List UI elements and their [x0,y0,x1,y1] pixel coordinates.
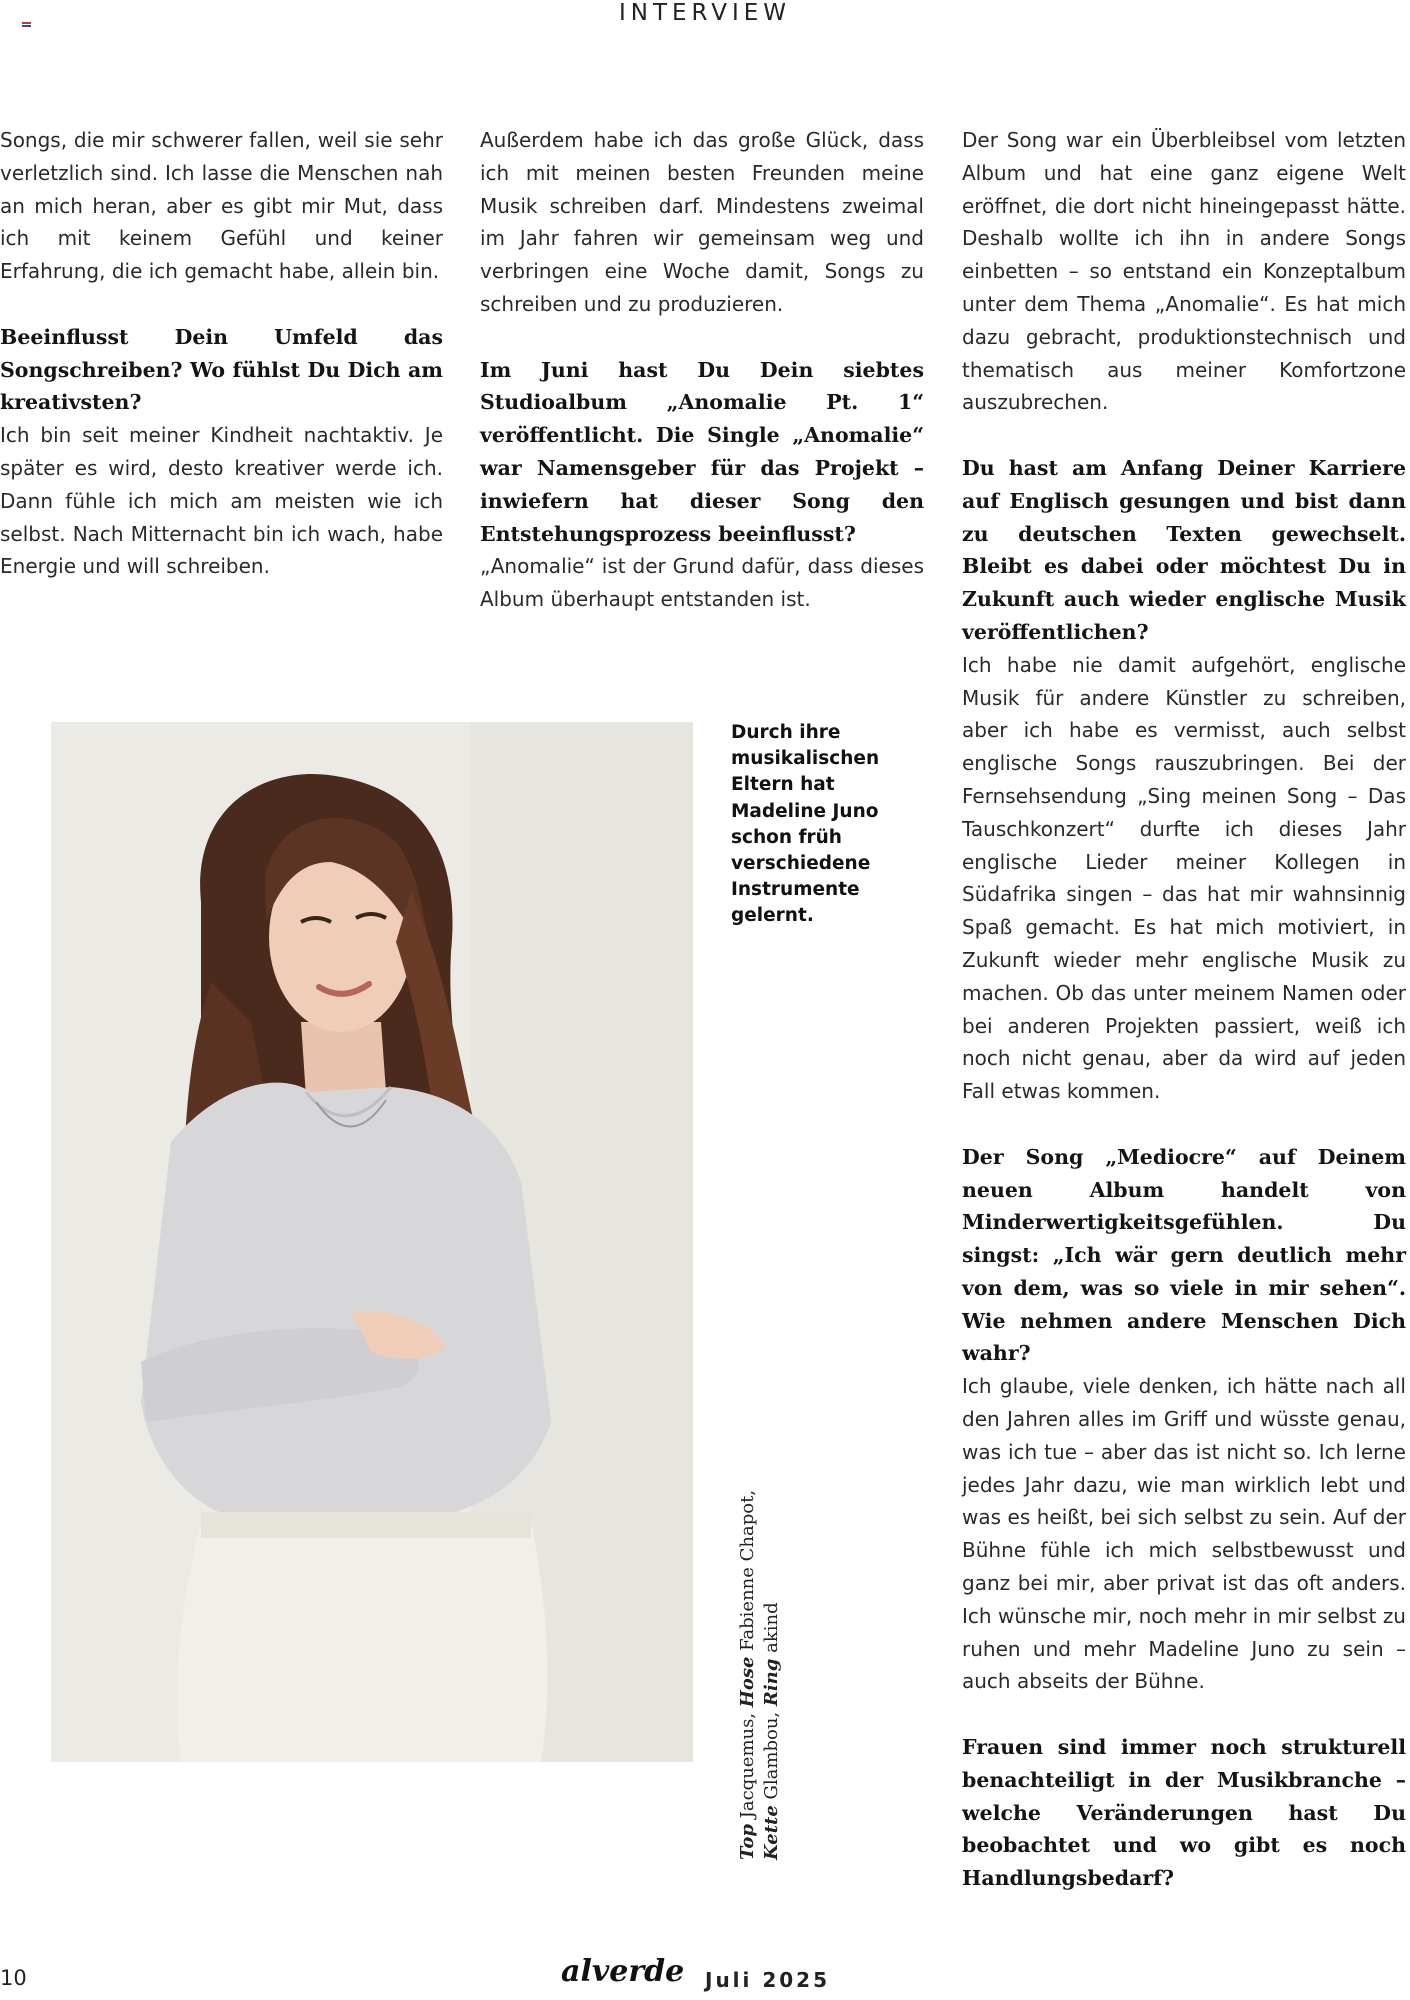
credit-value: Glambou, [761,1711,782,1800]
paragraph: Ich bin seit meiner Kindheit nachtaktiv. Je später es wird, desto kreativer werde ich. Dann fühle ich mich am meisten wie ich selbst. Nach Mitternacht bin ich wach, habe Energie und will schreiben. [0,423,443,579]
paragraph: „Anomalie“ ist der Grund dafür, dass dieses Album überhaupt entstanden ist. [480,554,924,612]
portrait-photo [51,722,693,1762]
credit-value: Fabienne Chapot, [737,1489,758,1651]
credit-line-1 [736,1420,760,1860]
interview-question: Frauen sind immer noch strukturell benachteiligt in der Musikbranche – welche Veränderungen hast Du beobachtet und wo gibt es noch Handlungsbedarf? [962,1735,1406,1891]
issue-date: Juli 2025 [705,1968,831,1992]
magazine-logo: alverde [561,1954,685,1989]
paragraph: Ich habe nie damit aufgehört, englische Musik für andere Künstler zu schreiben, aber ich habe es vermisst, auch selbst englische Songs rauszubringen. Bei der Fernsehsendung „Sing meinen Song – Das Tauschkonzert“ durfte ich dieses Jahr englische Lieder meiner Kollegen in Südafrika singen – das hat mir wahnsinnig Spaß gemacht. Es hat mich motiviert, in Zukunft wieder mehr englische Musik zu machen. Ob das unter meinem Namen oder bei anderen Projekten passiert, weiß ich noch nicht genau, aber da wird auf jeden Fall etwas kommen. [962,652,1406,1104]
photo-caption: Durch ihre musikalischen Eltern hat Madeline Juno schon früh verschiedene Instrumente gelernt. [731,722,880,927]
credit-label: Ring [761,1658,782,1707]
paragraph: Der Song war ein Überbleibsel vom letzten Album und hat eine ganz eigene Welt eröffnet, die dort nicht hineingepasst hätte. Deshalb wollte ich ihn in andere Songs einbetten – so entstand ein Konzeptalbum unter dem Thema „Anomalie“. Es hat mich dazu gebracht, produktionstechnisch und thematisch aus meiner Komfortzone auszubrechen. [962,128,1406,415]
paragraph: Ich glaube, viele denken, ich hätte nach all den Jahren alles im Griff und wüsste genau, was ich tue – aber das ist nicht so. Ich lerne jedes Jahr dazu, wie man wirklich lebt und was es heißt, bei sich selbst zu sein. Auf der Bühne fühle ich mich selbstbewusst und ganz bei mir, aber privat ist das oft anders. Ich wünsche mir, noch mehr in mir selbst zu ruhen und mehr Madeline Juno zu sein – auch abseits der Bühne. [962,1374,1406,1694]
credit-label: Hose [737,1656,758,1708]
credit-value: Jacquemus, [737,1712,758,1819]
article-column-1 [0,124,443,583]
header-logo-mark [22,22,31,27]
section-label: INTERVIEW [618,0,792,26]
interview-question: Du hast am Anfang Deiner Karriere auf Englisch gesungen und bist dann zu deutschen Texten gewechselt. Bleibt es dabei oder möchtest Du in Zukunft auch wieder englische Musik veröffentlichen? [962,455,1406,644]
credit-label: Kette [761,1805,782,1860]
paragraph: Songs, die mir schwerer fallen, weil sie sehr verletzlich sind. Ich lasse die Menschen nah an mich heran, aber es gibt mir Mut, dass ich mit keinem Gefühl und keiner Erfahrung, die ich gemacht habe, allein bin. [0,128,443,284]
paragraph: Außerdem habe ich das große Glück, dass ich mit meinen besten Freunden meine Musik schreiben darf. Mindestens zweimal im Jahr fahren wir gemeinsam weg und verbringen eine Woche damit, Songs zu schreiben und zu produzieren. [480,128,924,316]
credit-value: akind [761,1602,782,1653]
portrait-illustration [51,722,693,1762]
photo-credit [736,1420,784,1860]
article-column-3 [962,124,1406,1895]
credit-label: Top [737,1824,758,1860]
interview-question: Im Juni hast Du Dein siebtes Studioalbum „Anomalie Pt. 1“ veröffentlicht. Die Single „Anomalie“ war Namensgeber für das Projekt – inwiefern hat dieser Song den Entstehungsprozess beeinflusst? [480,357,924,546]
credit-line-2 [760,1420,784,1860]
article-column-2 [480,124,924,616]
interview-question: Der Song „Mediocre“ auf Deinem neuen Album handelt von Minderwertigkeitsgefühlen. Du singst: „Ich wär gern deutlich mehr von dem, was so viele in mir sehen“. Wie nehmen andere Menschen Dich wahr? [962,1144,1406,1366]
interview-question: Beeinflusst Dein Umfeld das Songschreiben? Wo fühlst Du Dich am kreativsten? [0,324,443,415]
page-number: 10 [0,1966,27,1990]
